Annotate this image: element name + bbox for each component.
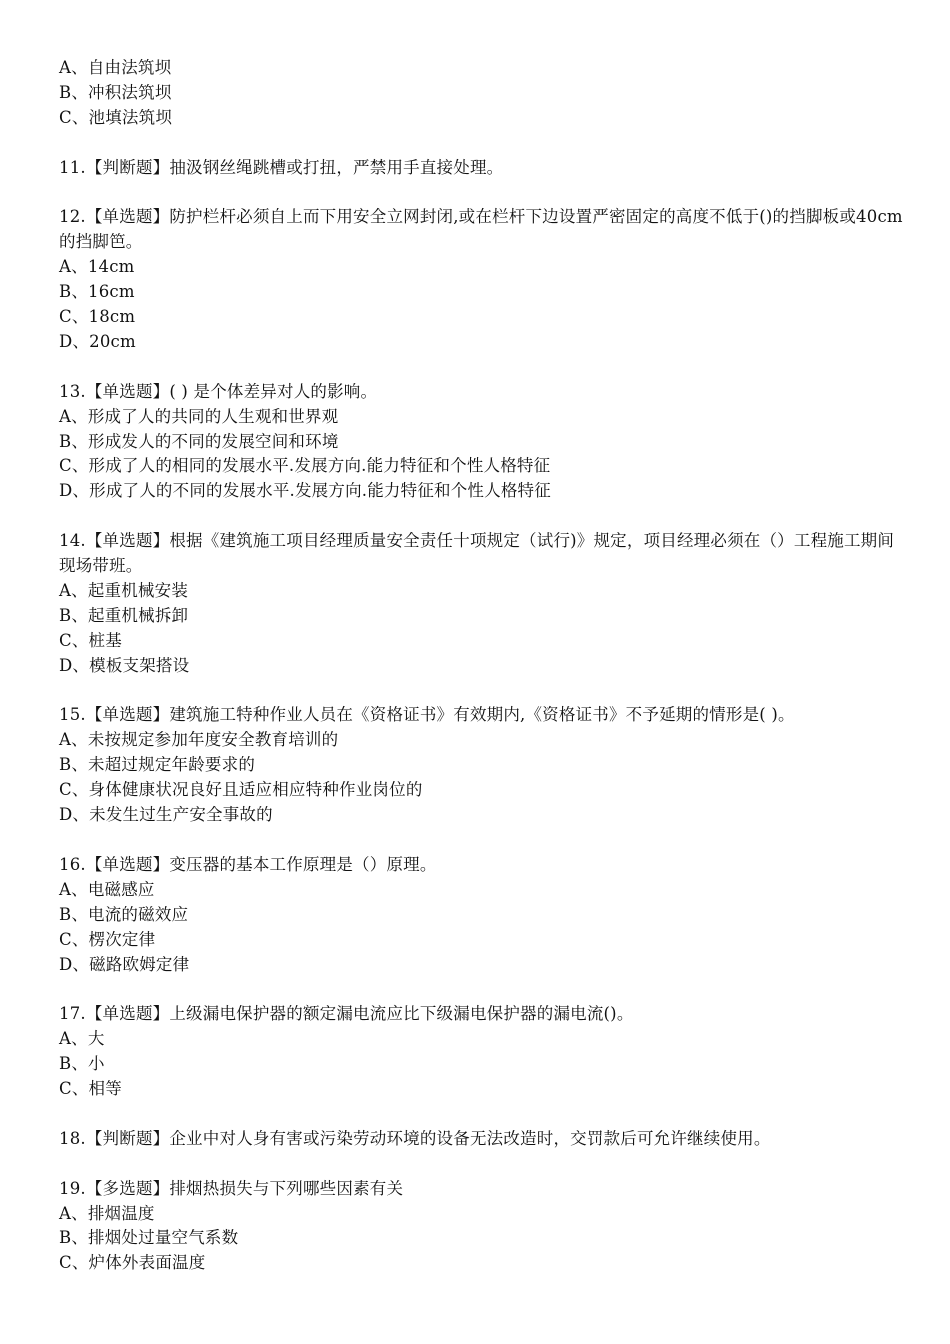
- option-line: B、16cm: [59, 282, 135, 302]
- spacer: [59, 679, 909, 704]
- option-line: C、池填法筑坝: [59, 107, 173, 127]
- spacer: [59, 828, 909, 853]
- option-line: A、形成了人的共同的人生观和世界观: [59, 406, 339, 426]
- spacer: [59, 504, 909, 529]
- option-line: C、桩基: [59, 630, 122, 650]
- option-line: B、冲积法筑坝: [59, 82, 172, 102]
- spacer: [59, 355, 909, 380]
- question-text: 11.【判断题】抽汲钢丝绳跳槽或打扭，严禁用手直接处理。: [59, 157, 504, 177]
- question-text: 16.【单选题】变压器的基本工作原理是（）原理。: [59, 854, 437, 874]
- option-line: B、形成发人的不同的发展空间和环境: [59, 431, 339, 451]
- question-19: [59, 1177, 909, 1277]
- question-13: [59, 380, 909, 505]
- option-line: B、排烟处过量空气系数: [59, 1228, 239, 1248]
- question-17: [59, 1002, 909, 1102]
- option-line: B、起重机械拆卸: [59, 605, 189, 625]
- option-line: A、大: [59, 1029, 105, 1049]
- option-line: C、相等: [59, 1079, 122, 1099]
- question-16: [59, 853, 909, 978]
- option-line: A、电磁感应: [59, 879, 155, 899]
- option-list: [59, 56, 909, 131]
- question-text: 17.【单选题】上级漏电保护器的额定漏电流应比下级漏电保护器的漏电流()。: [59, 1004, 634, 1024]
- question-text: 13.【单选题】( ) 是个体差异对人的影响。: [59, 381, 378, 401]
- question-text: 19.【多选题】排烟热损失与下列哪些因素有关: [59, 1178, 404, 1198]
- option-line: A、排烟温度: [59, 1203, 155, 1223]
- option-line: B、未超过规定年龄要求的: [59, 755, 256, 775]
- option-line: A、未按规定参加年度安全教育培训的: [59, 730, 339, 750]
- question-18: [59, 1127, 909, 1152]
- option-line: D、未发生过生产安全事故的: [59, 805, 273, 825]
- question-text: 14.【单选题】根据《建筑施工项目经理质量安全责任十项规定（试行)》规定，项目经理必须在（）工程施工期间现场带班。: [59, 531, 895, 576]
- option-line: A、起重机械安装: [59, 580, 189, 600]
- option-line: B、电流的磁效应: [59, 904, 189, 924]
- question-text: 18.【判断题】企业中对人身有害或污染劳动环境的设备无法改造时，交罚款后可允许继续使用。: [59, 1128, 771, 1148]
- spacer: [59, 131, 909, 156]
- option-line: C、形成了人的相同的发展水平.发展方向.能力特征和个性人格特征: [59, 456, 551, 476]
- option-line: C、楞次定律: [59, 929, 156, 949]
- exam-page: [59, 56, 909, 1276]
- spacer: [59, 977, 909, 1002]
- option-line: D、20cm: [59, 331, 136, 351]
- question-15: [59, 703, 909, 828]
- question-12: [59, 205, 909, 354]
- option-line: D、形成了人的不同的发展水平.发展方向.能力特征和个性人格特征: [59, 481, 551, 501]
- spacer: [59, 1152, 909, 1177]
- option-line: A、14cm: [59, 257, 135, 277]
- option-line: C、炉体外表面温度: [59, 1253, 206, 1273]
- question-text: 15.【单选题】建筑施工特种作业人员在《资格证书》有效期内,《资格证书》不予延期的情形是( )。: [59, 705, 795, 725]
- spacer: [59, 181, 909, 206]
- option-line: D、模板支架搭设: [59, 655, 190, 675]
- spacer: [59, 1102, 909, 1127]
- question-14: [59, 529, 909, 678]
- question-11: [59, 156, 909, 181]
- option-line: B、小: [59, 1054, 105, 1074]
- question-text: 12.【单选题】防护栏杆必须自上而下用安全立网封闭,或在栏杆下边设置严密固定的高度不低于()的挡脚板或40cm的挡脚笆。: [59, 207, 903, 252]
- option-line: C、身体健康状况良好且适应相应特种作业岗位的: [59, 780, 423, 800]
- option-line: D、磁路欧姆定律: [59, 954, 190, 974]
- option-line: C、18cm: [59, 307, 136, 327]
- option-line: A、自由法筑坝: [59, 58, 172, 77]
